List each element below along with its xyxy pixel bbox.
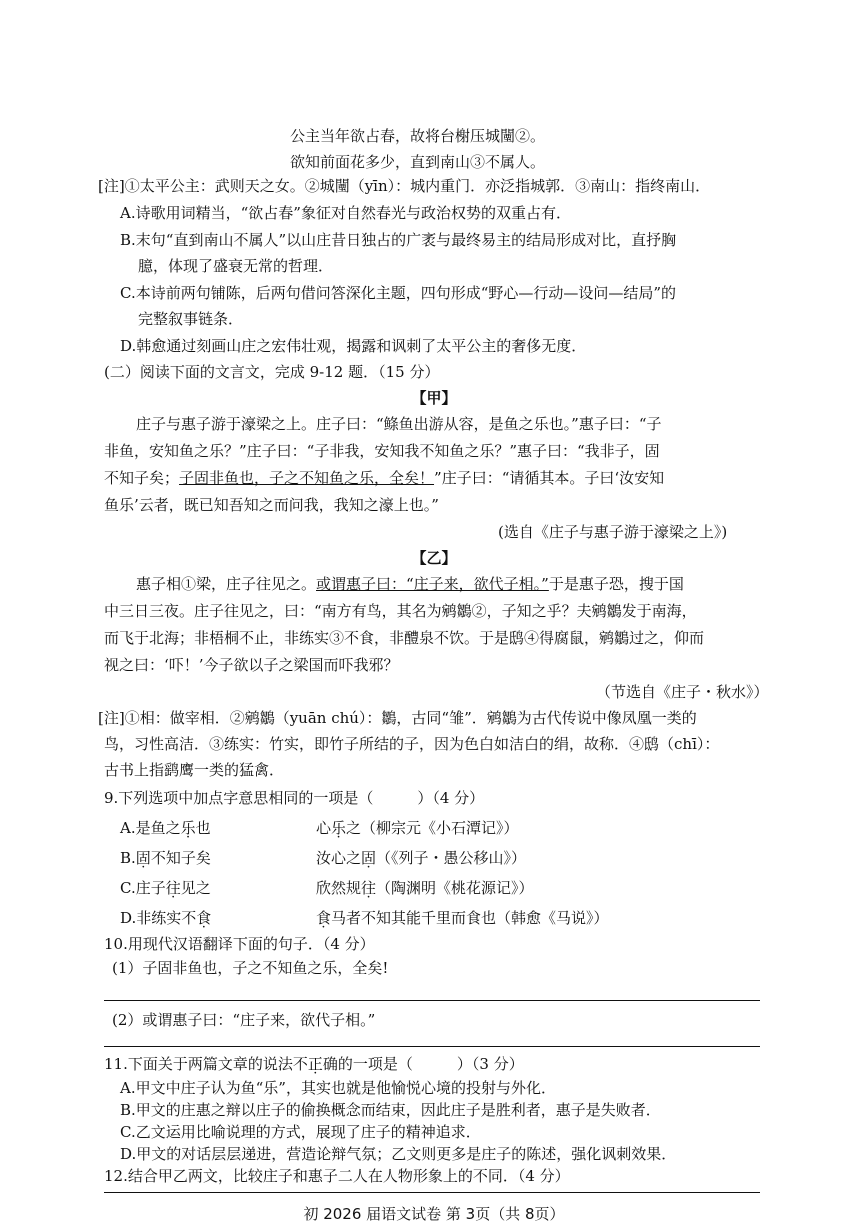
q11-option-a: A.甲文中庄子认为鱼“乐”，其实也就是他愉悦心境的投射与外化． [120,1079,556,1097]
poem-notes: [注]①太平公主：武则天之女。②城闉（yīn）：城内重门．亦泛指城郭．③南山：指终南山． [98,177,711,195]
poem-line-3: 公主当年欲占春，故将台榭压城闉②。 [290,127,546,145]
section-heading: (二）阅读下面的文言文，完成 9-12 题．（15 分） [104,363,440,381]
underlined-sentence-2: 或谓惠子曰：“庄子来，欲代子相。” [316,575,549,593]
q11-option-c: C.乙文运用比喻说理的方式，展现了庄子的精神追求． [120,1123,481,1141]
passage-notes-line: 鸟，习性高洁．③练实：竹实，即竹子所结的子，因为色白如洁白的绢，故称．④鸱（chī）： [104,735,720,753]
q12-stem: 12.结合甲乙两文，比较庄子和惠子二人在人物形象上的不同．（4 分） [104,1167,570,1185]
passage-yi-line: 视之曰：‘吓！’今子欲以子之梁国而吓我邪？ [104,656,399,674]
dotted-char: 往 [165,879,181,897]
dotted-char: 乐 [180,819,196,837]
passage-yi-text: 于是惠子恐，搜于国 [548,575,684,593]
q8-option-d: D.韩愈通过刻画山庄之宏伟壮观，揭露和讽刺了太平公主的奢侈无度． [120,337,587,355]
passage-yi-line: 而飞于北海；非梧桐不止，非练实③不食，非醴泉不饮。于是鸱④得腐鼠，鹓鶵过之，仰而 [104,629,705,647]
q9-option-b-right: 汝心之固（《列子・愚公移山》） [316,849,527,867]
q9-stem-text: 9.下列选项中加点字意思相同的一项是（ [104,789,374,807]
q9-option-c-left: C.庄子往见之 [120,879,211,897]
passage-yi-line: 中三日三夜。庄子往见之，曰：“南方有鸟，其名为鹓鶵②，子知之乎？夫鹓鶵发于南海， [104,602,697,620]
answer-line[interactable] [104,1192,760,1193]
dotted-char: 正 [307,1055,323,1073]
dotted-char: 食 [316,909,332,927]
passage-jia-line: 鱼乐’云者，既已知吾知之而问我，我知之濠上也。” [104,496,439,514]
q8-option-c-line2: 完整叙事链条． [138,310,244,328]
q11-stem: 11.下面关于两篇文章的说法不正确的一项是（ ）（3 分） [104,1055,524,1073]
q8-option-a: A.诗歌用词精当，“欲占春”象征对自然春光与政治权势的双重占有． [120,204,571,222]
passage-jia-title: 【甲】 [411,389,457,407]
q10-stem: 10.用现代汉语翻译下面的句子．（4 分） [104,935,375,953]
q9-option-d-right: 食马者不知其能千里而食也（韩愈《马说》） [316,909,609,927]
poem-line-4: 欲知前面花多少，直到南山③不属人。 [290,153,546,171]
passage-notes-line: [注]①相：做宰相．②鹓鶵（yuān chú）：鶵，古同“雏”．鹓鶵为古代传说中像凤凰一类的 [98,709,697,727]
passage-jia-line [104,468,664,488]
q8-option-c-line1: C.本诗前两句铺陈，后两句借问答深化主题，四句形成“野心—行动—设问—结局”的 [120,284,677,302]
passage-jia-text: 不知子矣； [104,469,180,487]
q9-option-a-right: 心乐之（柳宗元《小石潭记》） [316,819,519,837]
passage-jia-line: 非鱼，安知鱼之乐？”庄子曰：“子非我，安知我不知鱼之乐？”惠子曰：“我非子，固 [104,442,660,460]
passage-yi-text: 惠子相①梁，庄子往见之。 [136,575,317,593]
q11-option-d: D.甲文的对话层层递进，营造论辩气氛；乙文则更多是庄子的陈述，强化讽刺效果． [120,1145,677,1163]
dotted-char: 固 [135,849,151,867]
passage-yi-title: 【乙】 [411,549,457,567]
q9-option-d-left: D.非练实不食 [120,909,212,927]
q9-option-c-right: 欣然规往（陶渊明《桃花源记》） [316,879,534,897]
dotted-char: 固 [361,849,377,867]
answer-line[interactable] [104,1046,760,1047]
q9-stem [104,788,484,808]
q11-option-b: B.甲文的庄惠之辩以庄子的偷换概念而结束，因此庄子是胜利者，惠子是失败者． [120,1101,661,1119]
passage-jia-line: 庄子与惠子游于濠梁之上。庄子曰：“鲦鱼出游从容，是鱼之乐也。”惠子曰：“子 [136,415,662,433]
passage-yi-line [136,574,684,594]
answer-line[interactable] [104,1000,760,1001]
underlined-sentence-1: 子固非鱼也，子之不知鱼之乐，全矣！ [179,469,435,487]
q10-sentence-2: (2）或谓惠子曰：“庄子来，欲代子相。” [112,1011,376,1029]
passage-notes-line: 古书上指鹞鹰一类的猛禽． [104,761,285,779]
dotted-char: 食 [196,909,212,927]
passage-jia-text: ”庄子曰：“请循其本。子曰‘汝安知 [434,469,665,487]
passage-yi-source: （节选自《庄子・秋水》） [596,683,769,701]
q10-sentence-1: (1）子固非鱼也，子之不知鱼之乐，全矣! [112,959,389,977]
q8-option-b-line1: B.末句“直到南山不属人”以山庄昔日独占的广袤与最终易主的结局形成对比，直抒胸 [120,231,677,249]
q8-option-b-line2: 臆，体现了盛衰无常的哲理． [138,257,334,275]
q9-stem-score: ）（4 分） [417,789,485,807]
q9-option-b-left: B.固不知子矣 [120,849,211,867]
page-footer: 初 2026 届语文试卷 第 3页（共 8页） [303,1205,565,1223]
passage-jia-source: (选自《庄子与惠子游于濠梁之上》) [498,523,728,541]
dotted-char: 乐 [331,819,347,837]
q9-option-a-left: A.是鱼之乐也 [120,819,211,837]
dotted-char: 往 [361,879,377,897]
